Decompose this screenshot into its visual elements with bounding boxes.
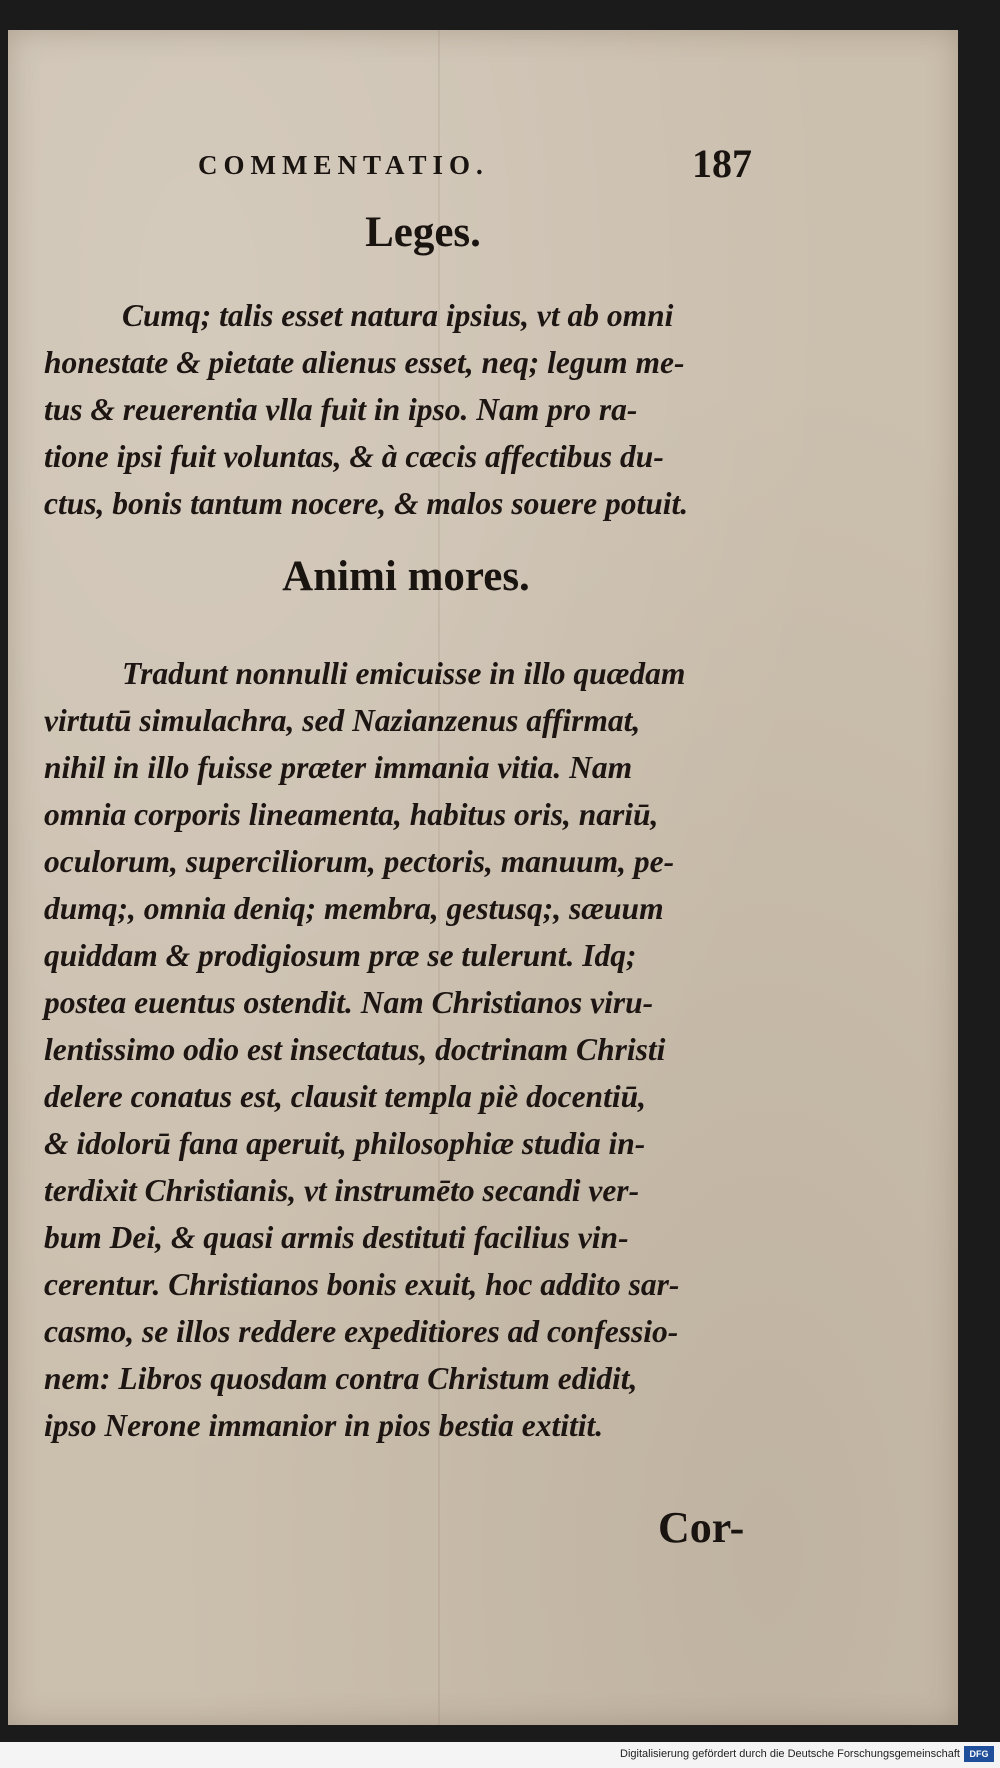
page-number: 187: [692, 141, 752, 186]
section-heading-leges: Leges.: [365, 209, 481, 256]
text-line: tione ipsi fuit voluntas, & à cæcis affectibus du-: [44, 439, 664, 474]
text-line: cerentur. Christianos bonis exuit, hoc addito sar-: [44, 1267, 680, 1302]
catchword: Cor-: [658, 1503, 745, 1552]
text-line: virtutū simulachra, sed Nazianzenus affirmat,: [44, 703, 641, 738]
text-line: dumq;, omnia deniq; membra, gestusq;, sæuum: [44, 891, 664, 926]
text-line: nem: Libros quosdam contra Christum edidit,: [44, 1361, 638, 1396]
text-line: terdixit Christianis, vt instrumēto secandi ver-: [44, 1173, 640, 1208]
paragraph-leges: [44, 292, 774, 527]
text-line: honestate & pietate alienus esset, neq; legum me-: [44, 345, 685, 380]
dfg-logo: DFG: [964, 1746, 994, 1762]
text-line: ipso Nerone immanior in pios bestia extitit.: [44, 1408, 604, 1443]
text-line: oculorum, superciliorum, pectoris, manuum, pe-: [44, 844, 675, 879]
text-line: Tradunt nonnulli emicuisse in illo quædam: [122, 656, 686, 691]
footer-bar: [0, 1742, 1000, 1768]
text-line: quiddam & prodigiosum præ se tulerunt. Idq;: [44, 938, 637, 973]
text-line: & idolorū fana aperuit, philosophiæ studia in-: [44, 1126, 646, 1161]
text-line: lentissimo odio est insectatus, doctrinam Christi: [44, 1032, 666, 1067]
text-line: delere conatus est, clausit templa piè docentiū,: [44, 1079, 646, 1114]
text-line: casmo, se illos reddere expeditiores ad confessio-: [44, 1314, 679, 1349]
text-line: bum Dei, & quasi armis destituti facilius vin-: [44, 1220, 629, 1255]
running-head: COMMENTATIO.: [198, 150, 489, 180]
text-line: ctus, bonis tantum nocere, & malos souere potuit.: [44, 486, 689, 521]
funding-credit: Digitalisierung gefördert durch die Deutsche Forschungsgemeinschaft: [620, 1748, 960, 1760]
book-page: [8, 30, 958, 1725]
text-line: Cumq; talis esset natura ipsius, vt ab omni: [122, 298, 674, 333]
text-line: omnia corporis lineamenta, habitus oris, nariū,: [44, 797, 659, 832]
text-line: nihil in illo fuisse præter immania vitia. Nam: [44, 750, 633, 785]
paragraph-animi-mores: [44, 650, 774, 1449]
section-heading-animi-mores: Animi mores.: [282, 553, 530, 600]
text-line: postea euentus ostendit. Nam Christianos viru-: [44, 985, 654, 1020]
text-line: tus & reuerentia vlla fuit in ipso. Nam pro ra-: [44, 392, 638, 427]
